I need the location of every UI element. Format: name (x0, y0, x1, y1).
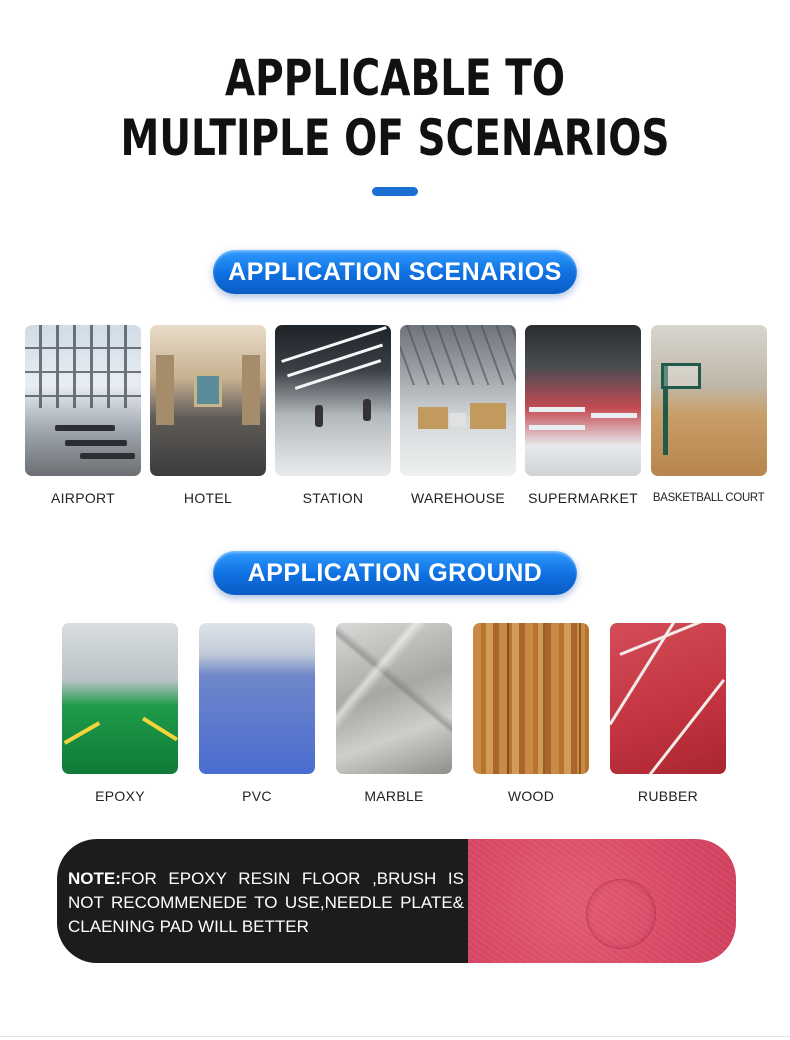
scenarios-title-pill: APPLICATION SCENARIOS (213, 250, 577, 294)
scenario-label: WAREHOUSE (411, 490, 505, 506)
scenario-label: SUPERMARKET (528, 490, 638, 506)
ground-card-epoxy (62, 623, 178, 804)
marble-floor-photo (336, 623, 452, 774)
scenario-label: BASKETBALL COURT (652, 490, 765, 504)
epoxy-floor-photo (62, 623, 178, 774)
headline (87, 48, 703, 168)
basketball-court-photo (651, 325, 767, 476)
scenario-card-warehouse (400, 325, 516, 506)
note-banner (57, 839, 736, 963)
headline-line-2: MULTIPLE OF SCENARIOS (120, 109, 670, 167)
scenario-card-hotel (150, 325, 266, 506)
hotel-photo (150, 325, 266, 476)
station-photo (275, 325, 391, 476)
ground-label: MARBLE (364, 788, 424, 804)
cleaning-pad-photo (468, 839, 736, 963)
ground-card-wood (473, 623, 589, 804)
accent-bar (372, 187, 418, 196)
warehouse-photo (400, 325, 516, 476)
scenario-card-basketball-court (650, 325, 767, 506)
scenario-label: AIRPORT (50, 490, 116, 506)
scenario-card-airport (25, 325, 141, 506)
ground-card-pvc (199, 623, 315, 804)
note-body: FOR EPOXY RESIN FLOOR ,BRUSH IS NOT RECOMMENEDE TO USE,NEEDLE PLATE& CLAENING PAD WILL BETTER (68, 869, 464, 936)
scenario-card-supermarket (525, 325, 641, 506)
airport-photo (25, 325, 141, 476)
note-text (57, 839, 468, 963)
ground-title-pill: APPLICATION GROUND (213, 551, 577, 595)
ground-label: EPOXY (95, 788, 145, 804)
ground-label: WOOD (507, 788, 555, 804)
supermarket-photo (525, 325, 641, 476)
ground-label: RUBBER (637, 788, 699, 804)
note-prefix: NOTE: (68, 869, 121, 888)
ground-row (62, 623, 726, 804)
rubber-floor-photo (610, 623, 726, 774)
scenario-label: HOTEL (183, 490, 233, 506)
scenarios-row (25, 325, 767, 506)
scenario-label: STATION (302, 490, 364, 506)
ground-card-marble (336, 623, 452, 804)
pvc-floor-photo (199, 623, 315, 774)
wood-floor-photo (473, 623, 589, 774)
ground-label: PVC (242, 788, 272, 804)
bottom-divider (0, 1036, 790, 1037)
headline-line-1: APPLICABLE TO (224, 49, 566, 107)
scenario-card-station (275, 325, 391, 506)
ground-card-rubber (610, 623, 726, 804)
